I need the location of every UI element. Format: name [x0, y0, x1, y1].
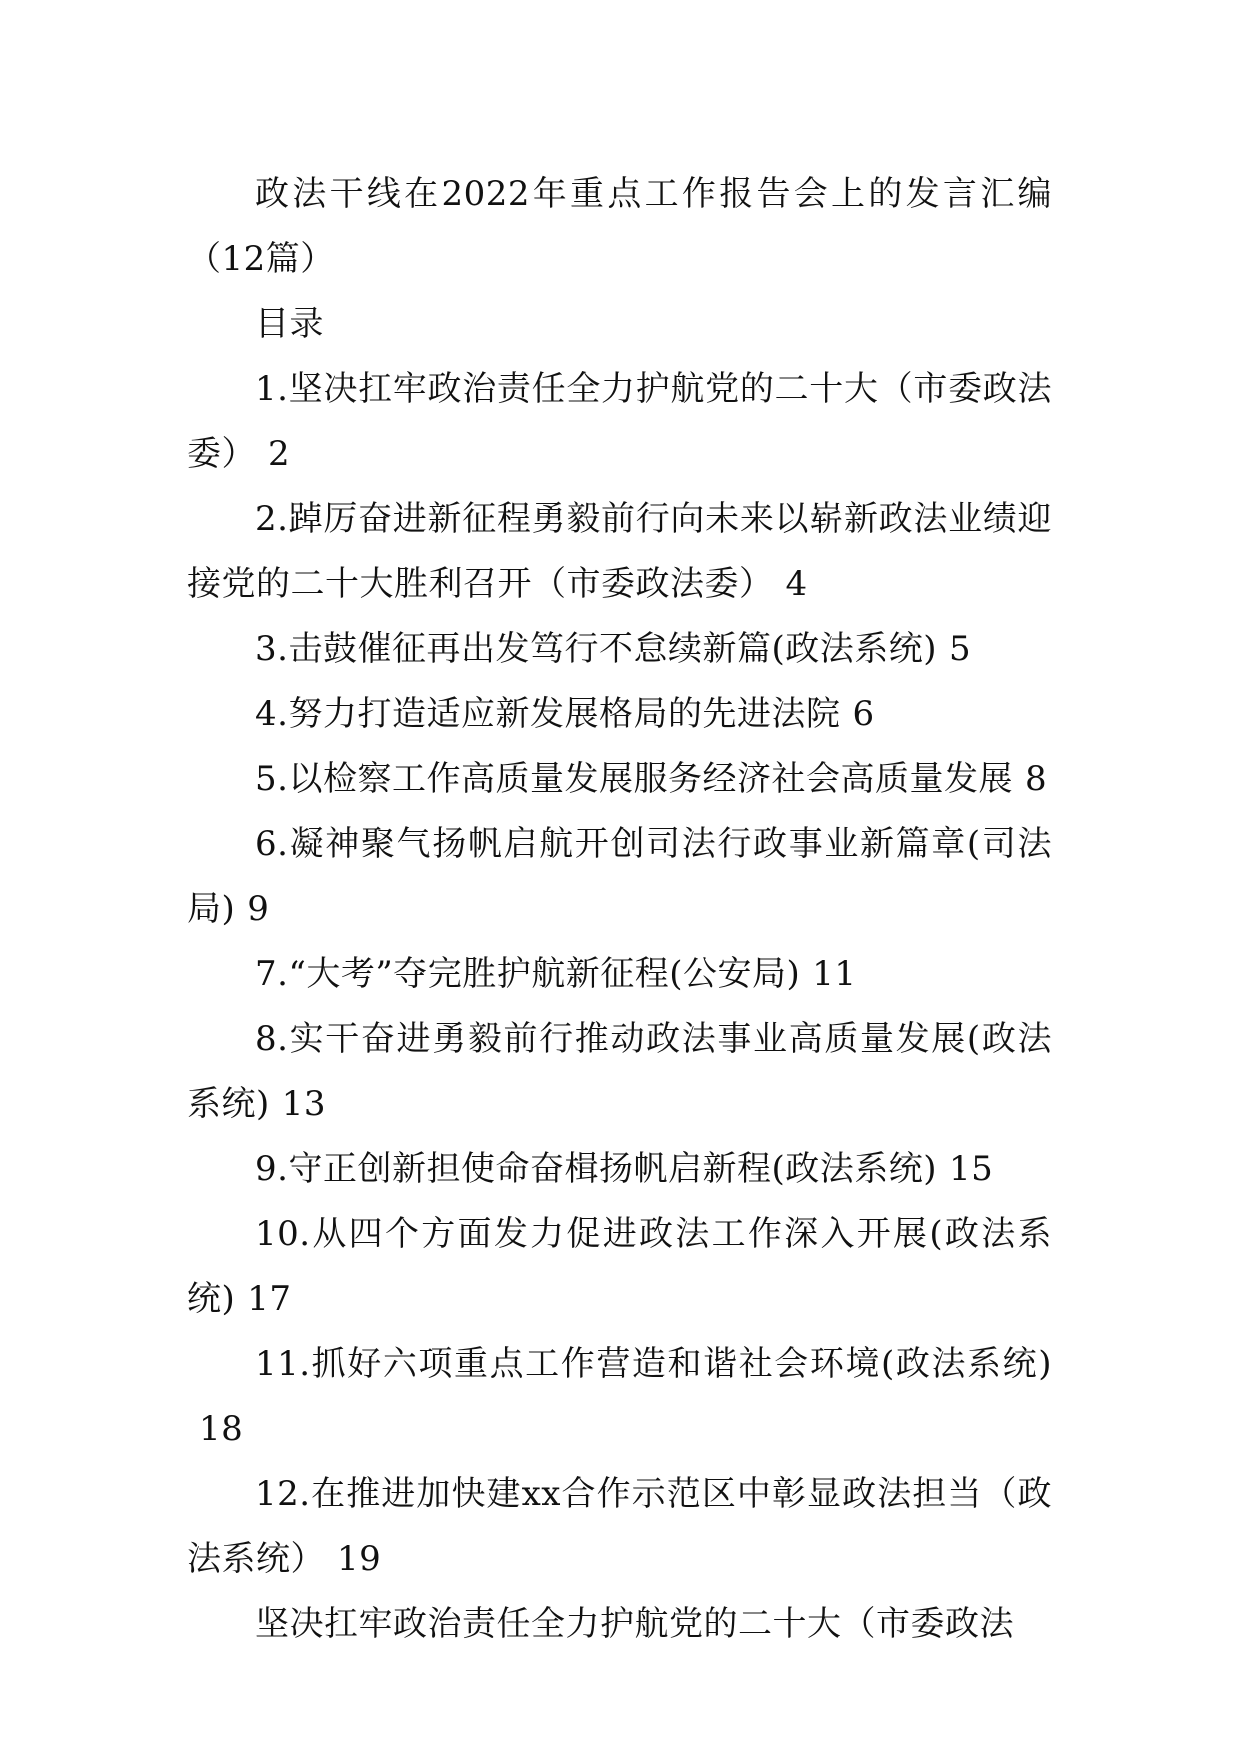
toc-item-11[interactable] [187, 1332, 1052, 1462]
toc-item-number: 9. [255, 1149, 289, 1189]
toc-item-3[interactable] [187, 617, 1052, 682]
toc-item-number: 6. [255, 824, 289, 864]
toc-item-text: 努力打造适应新发展格局的先进法院 [288, 694, 841, 734]
toc-item-page: 13 [281, 1084, 327, 1124]
toc-item-number: 7. [255, 954, 289, 994]
toc-item-text: 击鼓催征再出发笃行不怠续新篇(政法系统) [288, 629, 937, 669]
toc-item-page: 15 [948, 1149, 994, 1189]
toc-item-page: 6 [852, 694, 875, 734]
toc-item-text: 实干奋进勇毅前行推动政法事业高质量发展(政法系统) [187, 1019, 1052, 1124]
toc-item-12[interactable] [187, 1462, 1052, 1592]
toc-item-number: 5. [255, 759, 289, 799]
toc-item-text: 以检察工作高质量发展服务经济社会高质量发展 [288, 759, 1013, 799]
toc-item-text: 守正创新担使命奋楫扬帆启新程(政法系统) [288, 1149, 937, 1189]
toc-item-2[interactable] [187, 487, 1052, 617]
toc-item-5[interactable] [187, 747, 1052, 812]
toc-item-number: 12. [255, 1474, 311, 1514]
toc-item-number: 8. [255, 1019, 289, 1059]
toc-item-number: 1. [255, 369, 289, 409]
toc-item-number: 10. [255, 1214, 311, 1254]
toc-item-text: 抓好六项重点工作营造和谐社会环境(政法系统) [310, 1344, 1052, 1384]
toc-item-6[interactable] [187, 812, 1052, 942]
toc-item-10[interactable] [187, 1202, 1052, 1332]
toc-item-page: 5 [948, 629, 972, 669]
toc-item-text: 坚决扛牢政治责任全力护航党的二十大（市委政法委） [187, 369, 1052, 474]
toc-item-page: 9 [247, 889, 270, 929]
toc-item-page: 17 [247, 1279, 292, 1319]
toc-item-text: 在推进加快建xx合作示范区中彰显政法担当（政法系统） [187, 1474, 1052, 1579]
section-heading: 坚决扛牢政治责任全力护航党的二十大（市委政法 [255, 1604, 1014, 1644]
toc-item-7[interactable] [187, 942, 1052, 1007]
toc-item-4[interactable] [187, 682, 1052, 747]
table-of-contents [187, 357, 1052, 1592]
toc-item-number: 11. [255, 1344, 311, 1384]
document-title: 政法干线在2022年重点工作报告会上的发言汇编（12篇） [187, 174, 1052, 279]
toc-item-page: 4 [785, 564, 808, 604]
toc-item-number: 4. [255, 694, 289, 734]
toc-item-page: 11 [812, 954, 857, 994]
toc-heading: 目录 [255, 304, 324, 344]
document-content [187, 162, 1052, 1657]
toc-item-page: 8 [1024, 759, 1048, 799]
toc-item-number: 3. [255, 629, 289, 669]
toc-item-page: 2 [268, 434, 291, 474]
toc-item-text: 踔厉奋进新征程勇毅前行向未来以崭新政法业绩迎接党的二十大胜利召开（市委政法委） [187, 499, 1052, 604]
toc-item-8[interactable] [187, 1007, 1052, 1137]
toc-item-text: 从四个方面发力促进政法工作深入开展(政法系统) [187, 1214, 1052, 1319]
toc-item-text: 凝神聚气扬帆启航开创司法行政事业新篇章(司法局) [187, 824, 1052, 929]
toc-item-page: 18 [199, 1409, 244, 1449]
toc-item-page: 19 [337, 1539, 382, 1579]
toc-item-1[interactable] [187, 357, 1052, 487]
toc-item-text: “大考”夺完胜护航新征程(公安局) [288, 954, 801, 994]
toc-item-9[interactable] [187, 1137, 1052, 1202]
toc-item-number: 2. [255, 499, 289, 539]
